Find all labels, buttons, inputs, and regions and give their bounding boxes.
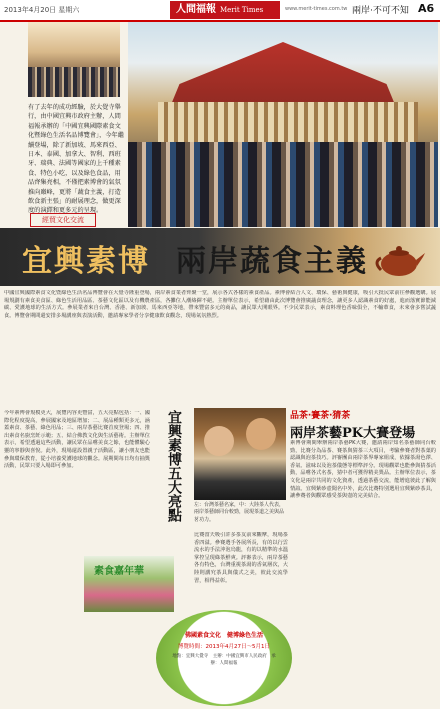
subsection-title: 宜興素博五大亮點: [166, 410, 182, 522]
website-url: www.merit-times.com.tw: [285, 6, 348, 12]
subsection-body: 今年素博會規模更大，展覽內容更豐富，五大亮點包括：一、國際化程度提高，參展國家及地區增加；二、展品種類更多元，涵蓋素食、茶藝、綠色用品；三、兩岸茶藝比賽首度登場；四、推出素食名廚烹飪示範；五、結合佛教文化與生活藝術。主辦單位表示，希望透過這些活動，讓民眾在品嚐美食之餘，也能體驗心靈的寧靜與喜悅。此外，現場還設置親子活動區，讓小朋友也能參與環保教育，從小培養愛護地球的觀念。展期間每日均有抽獎活動，民眾只要入場即可參加。: [4, 410, 150, 470]
photo-temple-expo: [128, 22, 438, 227]
headline-part1: 宜興素博: [22, 244, 150, 279]
newspaper-logo: [170, 1, 280, 19]
tea-headline: 兩岸茶藝PK大賽登場: [290, 426, 416, 441]
section-tag: 經貿文化交流: [30, 213, 96, 227]
brand-name-en: Merit Times: [220, 6, 264, 14]
carnival-sign-text: 素食嘉年華: [94, 566, 144, 577]
issue-date: 2013年4月20日 星期六: [4, 6, 80, 14]
photo-tea-masters: [194, 408, 286, 500]
section-title: 兩岸‧不可不知: [352, 6, 409, 16]
tea-photo-caption: 左：台灣茶藝名家，中：大陸茶人代表，兩岸茶藝師同台較勁，展現茶道之美與品茗功力。: [194, 502, 285, 523]
headline-part2: 兩岸蔬食主義: [176, 244, 368, 279]
page-number: A6: [418, 2, 435, 15]
article-body-upper: 中國宜興國際素食文化暨綠色生活名品博覽會在大覺寺隆重登場，兩岸素食業者齊聚一堂，展示各式各樣的素食產品。素博會結合人文、環保、藝術與健康，吸引大批民眾前往參觀選購。展場規劃有素食美食區、綠色生活用品區、茶藝文化區以及有機農產區，各攤位人潮絡繹不絕。主辦單位表示，希望藉由此次博覽會推廣蔬食理念，讓更多人認識素食的好處，進而落實節能減碳、愛護地球的生活方式。參展業者來自台灣、香港、新加坡、馬來西亞等地，帶來豐富多元的商品，讓民眾大開眼界。不少民眾表示，素食料理色香味俱全，不輸葷食，未來會多嘗試蔬食。博覽會期間還安排多場講座與表演活動，邀請專家學者分享健康飲食觀念，現場氣氛熱烈。: [4, 290, 436, 319]
intro-paragraph: 有了去年的成功經驗，於大覺寺舉行，由中國宜興市政府主辦，人間福報承辦的「中國宜興國際素食文化暨綠色生活名品博覽會」，今年繼續登場，除了新加坡、馬來西亞、日本、泰國、加拿大、智利、西班牙、瑞典、法國等國家的上千種素食、特色小吃，以及綠色食品，用品齊集亮相，不僅把素博會的氣氛推向巔峰，更將「蔬食主義，打造飲食新主張」的耐展理念，做更深度的演繹和更多元的呈現。: [28, 104, 124, 215]
tea-kicker: 品茶‧賽茶‧猜茶: [290, 411, 351, 421]
advert-title: 佛國素食文化 健博綠色生活: [184, 632, 263, 639]
brand-name: 人間福報: [176, 4, 216, 15]
tea-article-body: 素博會期間舉辦兩岸茶藝PK大賽，邀請兩岸知名茶藝師同台較勁，比賽分為品茶、賽茶與猜茶三大項目，考驗參賽者對茶葉的認識與泡茶技巧。評審團由兩岸茶界專家組成，依據茶湯色澤、香氣、滋味以及泡茶儀態等標準評分。現場觀眾也能參與猜茶活動，品嚐各式名茶，猜中者可獲得精美獎品。主辦單位表示，茶文化是兩岸共同的文化資產，透過茶藝交流，能增進彼此了解與情誼。宜興紫砂壺聞名中外，此次比賽特別選用宜興紫砂茶具，讓參賽者與觀眾感受茶與壺的完美結合。: [290, 440, 436, 500]
photo-crowd-temple: [28, 22, 120, 97]
teapot-icon: [372, 238, 426, 278]
tea-article-body-left: 比賽當天吸引許多茶友前來觀摩，現場茶香四溢。參賽選手各展所長，有的以行雲流水的手法沖泡烏龍，有的以精準的水溫掌控呈現綠茶鮮爽。評審表示，兩岸茶藝各有特色，台灣重視茶湯的香氣層次，大陸則講究茶具與儀式之美，彼此交流學習，相得益彰。: [194, 532, 288, 584]
advert-text: 地點：宜興大覺寺 主辦：中國宜興市人民政府 承辦：人間福報: [172, 654, 276, 666]
advert-date: 博覽時間：2013年4月27日～5月1日: [178, 644, 270, 650]
photo-carnival-sign: [84, 556, 174, 612]
